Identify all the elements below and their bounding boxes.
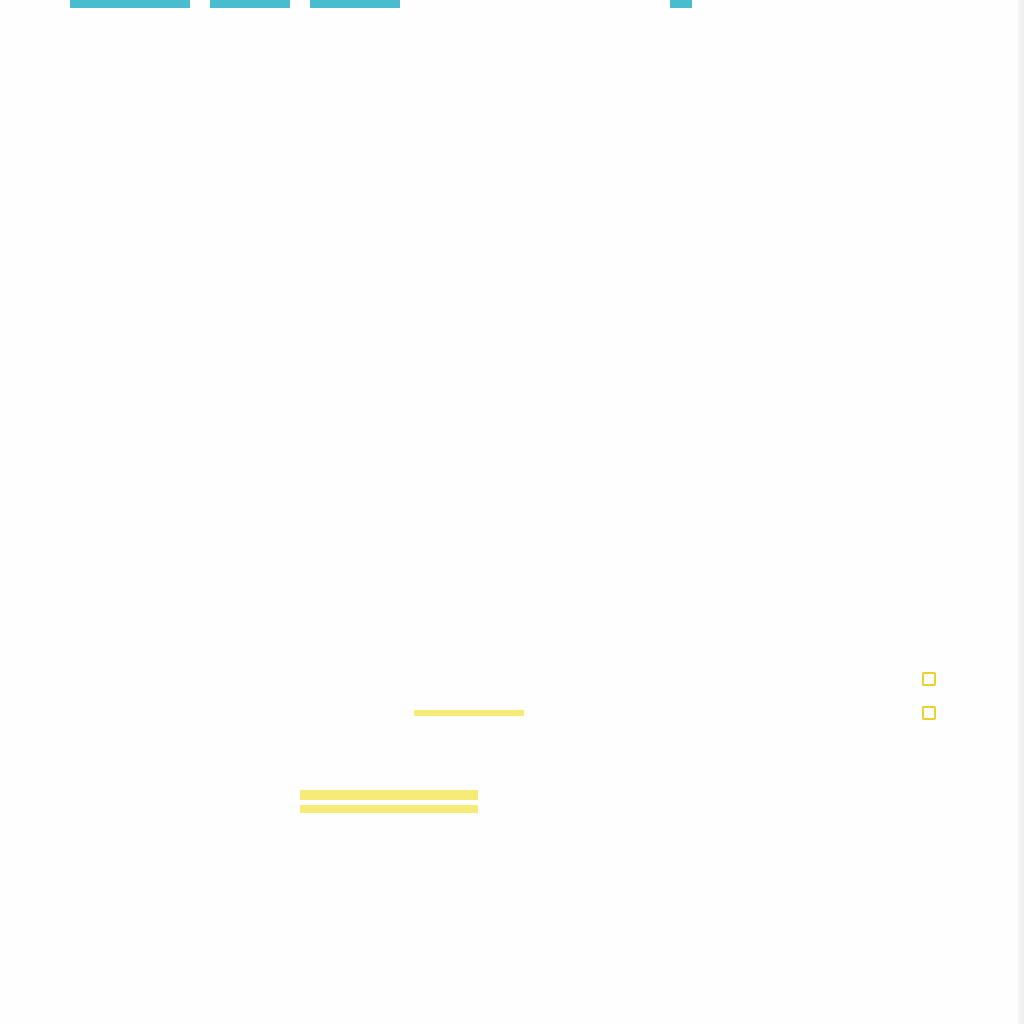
header-glyph xyxy=(70,0,190,8)
highlight-mark xyxy=(300,790,478,800)
header-glyph xyxy=(670,0,692,8)
highlight-corner-mark xyxy=(922,672,936,686)
highlight-mark xyxy=(300,805,478,813)
header-glyph xyxy=(310,0,400,8)
highlight-corner-mark xyxy=(922,706,936,720)
header-glyph xyxy=(210,0,290,8)
page-header xyxy=(70,0,700,10)
highlight-mark xyxy=(414,710,524,716)
page-edge xyxy=(1018,0,1024,1024)
